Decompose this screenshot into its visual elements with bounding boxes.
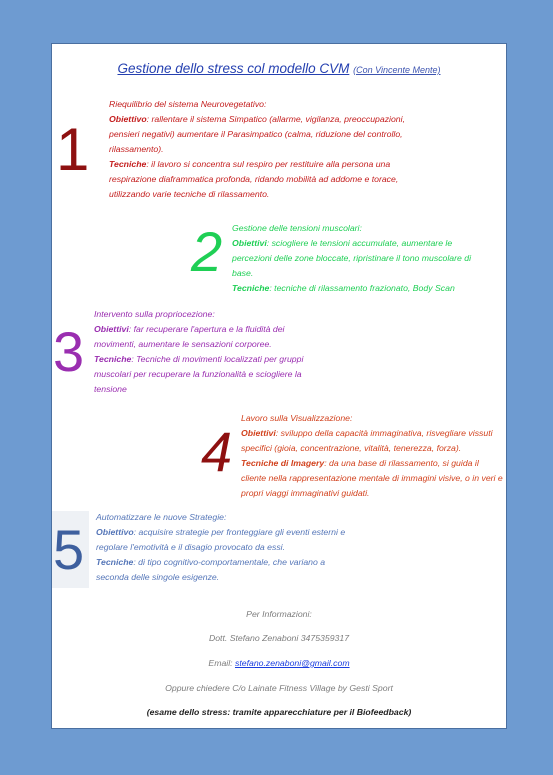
section-5-obiettivo-label: Obiettivo xyxy=(96,527,134,537)
section-4 xyxy=(241,411,505,501)
section-2 xyxy=(232,221,494,296)
section-2-tecniche-label: Tecniche xyxy=(232,283,270,293)
title-main: Gestione dello stress col modello CVM xyxy=(117,61,350,76)
section-1-tecniche-text: : il lavoro si concentra sul respiro per restituire alla persona una respirazione diaframmatica profonda, ridando mobilità ad addome e torace, utilizzando varie tecniche di rilassamento. xyxy=(109,159,399,199)
footer-email-line xyxy=(52,658,506,668)
section-4-obiettivo-label: Obiettivi xyxy=(241,428,276,438)
section-3 xyxy=(94,307,326,397)
section-3-tecniche-label: Tecniche xyxy=(94,354,132,364)
section-number-3: 3 xyxy=(53,320,85,383)
section-3-heading: Intervento sulla propriocezione: xyxy=(94,309,215,319)
footer-contact: Dott. Stefano Zenaboni 3475359317 xyxy=(208,633,350,643)
section-4-tecniche-text: : da una base di rilassamento, si guida il cliente nella rappresentazione mentale di immagini visive, o in veri e propri viaggi immaginativi guidati. xyxy=(241,458,503,498)
section-2-obiettivo-label: Obiettivi xyxy=(232,238,267,248)
section-3-obiettivo-text: : far recuperare l'apertura e la fluidità dei movimenti, aumentare le sensazioni corporee. xyxy=(94,324,285,349)
section-2-heading: Gestione delle tensioni muscolari: xyxy=(232,223,362,233)
footer-info: Per Informazioni: xyxy=(246,609,312,619)
email-link[interactable]: stefano.zenaboni@gmail.com xyxy=(234,658,350,668)
footer-email-label: Email: xyxy=(208,658,235,668)
section-number-4: 4 xyxy=(201,420,233,483)
section-2-tecniche-text: : tecniche di rilassamento frazionato, Body Scan xyxy=(269,283,455,293)
section-4-tecniche-label: Tecniche di Imagery xyxy=(241,458,325,468)
title-subtitle: (Con Vincente Mente) xyxy=(353,65,441,75)
section-1-heading: Riequilibrio del sistema Neurovegetativo: xyxy=(109,99,267,109)
footer-alt: Oppure chiedere C/o Lainate Fitness Village by Gesti Sport xyxy=(165,683,393,693)
page-title xyxy=(52,61,506,76)
footer-note: (esame dello stress: tramite apparecchiature per il Biofeedback) xyxy=(146,707,412,717)
section-1-obiettivo-text: : rallentare il sistema Simpatico (allarme, vigilanza, preoccupazioni, pensieri negativi) aumentare il Parasimpatico (calma, riduzione del controllo, rilassamento). xyxy=(109,114,405,154)
section-number-2: 2 xyxy=(191,220,223,283)
section-5-obiettivo-text: : acquisire strategie per fronteggiare gli eventi esterni e regolare l'emotività e il disagio provocato da essi. xyxy=(96,527,346,552)
section-4-obiettivo-text: : sviluppo della capacità immaginativa, risvegliare vissuti specifici (gioia, concentrazione, vitalità, tenerezza, forza). xyxy=(241,428,493,453)
section-1-tecniche-label: Tecniche xyxy=(109,159,147,169)
section-number-5: 5 xyxy=(53,518,85,581)
section-5-tecniche-text: : di tipo cognitivo-comportamentale, che variano a seconda delle singole esigenze. xyxy=(96,557,326,582)
section-4-heading: Lavoro sulla Visualizzazione: xyxy=(241,413,353,423)
section-number-1: 1 xyxy=(56,116,90,183)
section-3-obiettivo-label: Obiettivi xyxy=(94,324,129,334)
section-2-obiettivo-text: : sciogliere le tensioni accumulate, aumentare le percezioni delle zone bloccate, ripristinare il tono muscolare di base. xyxy=(232,238,472,278)
section-1-obiettivo-label: Obiettivo xyxy=(109,114,147,124)
section-5 xyxy=(96,510,352,585)
flyer-page xyxy=(51,43,507,729)
section-5-heading: Automatizzare le nuove Strategie: xyxy=(96,512,227,522)
section-1 xyxy=(109,97,414,202)
section-5-tecniche-label: Tecniche xyxy=(96,557,134,567)
section-3-tecniche-text: : Tecniche di movimenti localizzati per gruppi muscolari per recuperare la funzionalità e sciogliere la tensione xyxy=(94,354,304,394)
